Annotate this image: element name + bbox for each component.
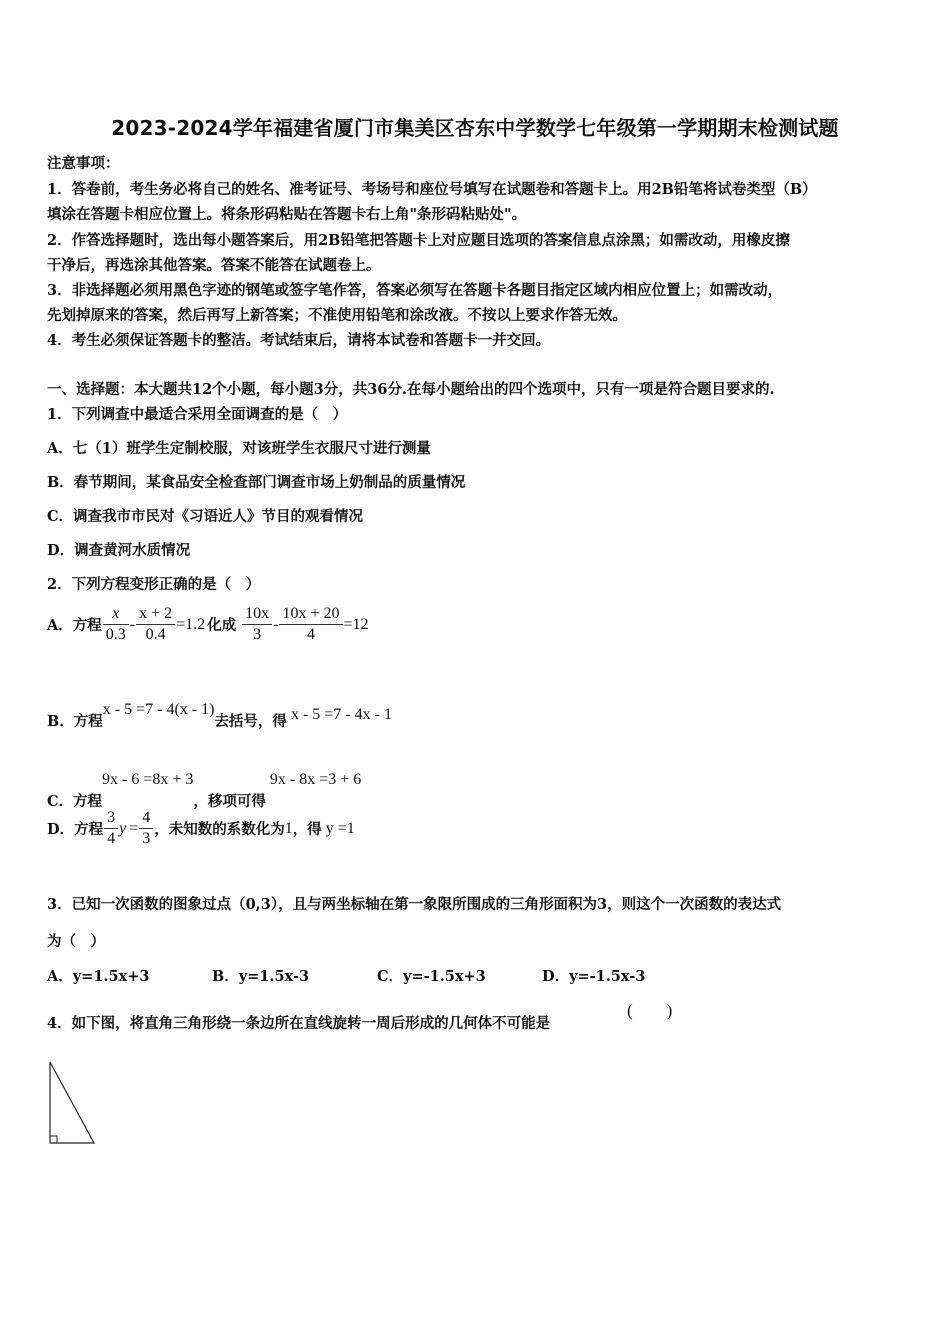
q2a-mid-text: 化成 [207,617,237,634]
notice-line: 干净后，再选涂其他答案。答案不能答在试题卷上。 [47,257,381,274]
notice-line: 3．非选择题必须用黑色字迹的钢笔或签字笔作答，答案必须写在答题卡各题目指定区域内相应位置上；如需改动， [47,282,783,299]
page-title: 2023-2024学年福建省厦门市集美区杏东中学数学七年级第一学期期末检测试题 [111,116,839,140]
denominator: 4 [107,830,116,847]
q2d-label: D．方程 [47,821,104,838]
q2-option-c [47,748,361,811]
q2b-mid-text: 去括号，得 [214,713,287,730]
q2-option-b [47,694,392,731]
equation: x - 5 =7 - 4x - 1 [290,705,392,723]
section-heading: 一、选择题：本大题共12个小题，每小题3分，共36分.在每小题给出的四个选项中，只有一项是符合题目要求的. [47,381,775,398]
answer-paren: ( ) [627,1001,673,1020]
equals-value: =1.2 [176,615,206,633]
equation: 9x - 6 =8x + 3 [102,770,194,788]
equals-sign: = [129,819,139,837]
numerator: 4 [139,808,153,829]
variable: y [119,819,127,837]
q3-option-c: C．y=-1.5x+3 [377,968,486,985]
q1-option-a: A．七（1）班学生定制校服，对该班学生衣服尺寸进行测量 [47,440,431,457]
minus-sign: - [273,615,279,633]
equation: x - 5 =7 - 4(x - 1) [102,700,215,718]
q2b-label: B．方程 [47,713,103,730]
numerator: 3 [104,808,118,829]
fraction [136,604,175,645]
fraction [279,604,342,645]
denominator: 4 [306,626,315,643]
denominator: 3 [142,830,151,847]
notice-line: 2．作答选择题时，选出每小题答案后，用2B铅笔把答题卡上对应题目选项的答案信息点涂黑；如需改动，用橡皮擦 [47,232,790,249]
equation: 9x - 8x =3 + 6 [269,770,362,788]
minus-sign: - [129,615,136,633]
q2a-label: A．方程 [47,617,102,634]
q2-stem: 2．下列方程变形正确的是（ ） [47,576,261,593]
equals-value: =12 [343,615,369,633]
q2c-label: C．方程 [47,793,103,810]
right-angle-mark [50,1136,57,1143]
fraction [242,604,272,645]
notice-line: 填涂在答题卡相应位置上。将条形码粘贴在答题卡右上角"条形码粘贴处"。 [47,206,527,223]
fraction [103,604,129,645]
fraction [139,808,153,849]
q1-option-b: B．春节期间，某食品安全检查部门调查市场上奶制品的质量情况 [47,474,466,491]
denominator: 3 [253,626,262,643]
fraction [104,808,118,849]
value: 1 [284,819,293,837]
triangle-outline [50,1062,94,1143]
numerator: x [103,604,129,625]
q3-option-d: D．y=-1.5x-3 [542,968,646,985]
notice-heading: 注意事项： [47,155,120,172]
q1-option-c: C．调查我市市民对《习语近人》节目的观看情况 [47,508,364,525]
numerator: x + 2 [136,604,175,625]
notice-line: 1．答卷前，考生务必将自己的姓名、准考证号、考场号和座位号填写在试题卷和答题卡上。用2B铅笔将试卷类型（B） [47,181,817,198]
q4-stem: 4．如下图，将直角三角形绕一条边所在直线旋转一周后形成的几何体不可能是 [47,1015,551,1032]
notice-line: 4．考生必须保证答题卡的整洁。考试结束后，请将本试卷和答题卡一并交回。 [47,332,551,349]
denominator: 0.4 [145,626,166,643]
q2d-mid-text: ，未知数的系数化为 [154,821,285,838]
result: y =1 [325,819,355,837]
denominator: 0.3 [105,626,126,643]
q2-option-d [47,808,355,849]
q3-stem-cont: 为（ ） [47,933,105,950]
numerator: 10x + 20 [279,604,342,625]
q3-stem: 3．已知一次函数的图象过点（0,3），且与两坐标轴在第一象限所围成的三角形面积为3，则这个一次函数的表达式 [47,896,782,913]
numerator: 10x [242,604,272,625]
q1-stem: 1．下列调查中最适合采用全面调查的是（ ） [47,406,348,423]
notice-line: 先划掉原来的答案，然后再写上新答案；不准使用铅笔和涂改液。不按以上要求作答无效。 [47,307,627,324]
q3-option-b: B．y=1.5x-3 [212,968,310,985]
q3-option-a: A．y=1.5x+3 [47,968,150,985]
q2-option-a [47,604,369,645]
q2d-mid2-text: ，得 [292,821,322,838]
q1-option-d: D．调查黄河水质情况 [47,542,191,559]
q2c-mid-text: ，移项可得 [193,793,266,810]
right-triangle-figure [44,1056,100,1148]
